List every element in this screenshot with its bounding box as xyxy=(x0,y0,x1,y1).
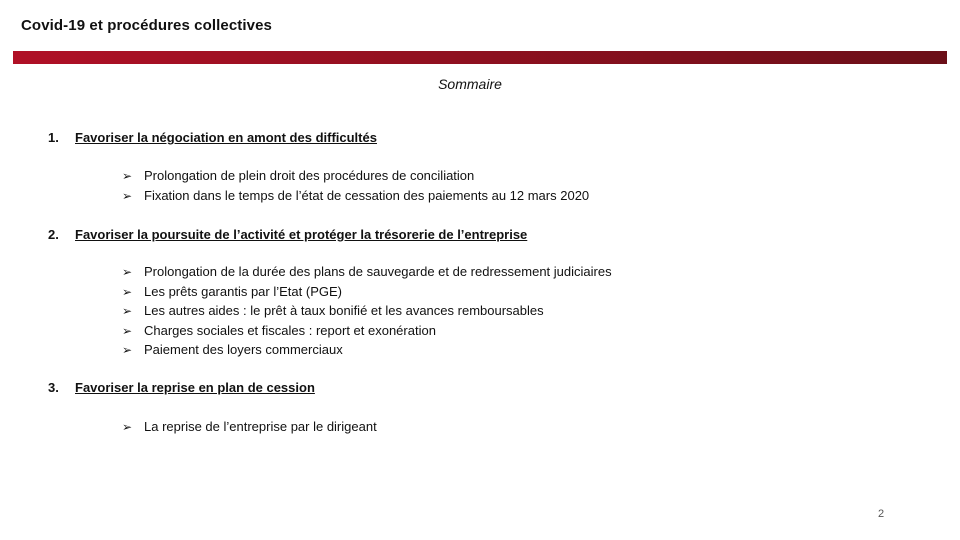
list-item-text: Les autres aides : le prêt à taux bonifié et les avances remboursables xyxy=(144,303,544,318)
section-2-items xyxy=(122,262,612,360)
page-number: 2 xyxy=(878,508,885,520)
list-item-text: Charges sociales et fiscales : report et exonération xyxy=(144,322,436,338)
arrow-bullet-icon: ➢ xyxy=(122,343,133,357)
arrow-bullet-icon: ➢ xyxy=(122,323,133,338)
list-item xyxy=(122,186,589,206)
list-item-text: Prolongation de plein droit des procédures de conciliation xyxy=(144,168,475,183)
list-item-text: Paiement des loyers commerciaux xyxy=(144,342,343,357)
arrow-bullet-icon: ➢ xyxy=(122,265,133,279)
section-number: 3. xyxy=(48,380,59,395)
section-label: Favoriser la négociation en amont des difficultés xyxy=(75,130,377,145)
section-number: 1. xyxy=(48,130,59,145)
section-label: Favoriser la reprise en plan de cession xyxy=(75,380,315,395)
section-1-items xyxy=(122,166,589,205)
list-item-text: Les prêts garantis par l’Etat (PGE) xyxy=(144,283,342,299)
list-item xyxy=(122,301,612,321)
list-item xyxy=(122,417,377,437)
arrow-bullet-icon: ➢ xyxy=(122,304,133,318)
document-title: Covid-19 et procédures collectives xyxy=(21,17,272,34)
summary-heading: Sommaire xyxy=(438,76,502,92)
arrow-bullet-icon: ➢ xyxy=(122,284,133,299)
section-3-items xyxy=(122,417,377,437)
section-1-title xyxy=(48,130,377,145)
arrow-bullet-icon: ➢ xyxy=(122,169,133,183)
list-item-text: Fixation dans le temps de l’état de cessation des paiements au 12 mars 2020 xyxy=(144,187,590,203)
arrow-bullet-icon: ➢ xyxy=(122,188,133,203)
section-label: Favoriser la poursuite de l’activité et protéger la trésorerie de l’entreprise xyxy=(75,227,528,242)
list-item-text: La reprise de l’entreprise par le dirigeant xyxy=(144,419,377,434)
list-item xyxy=(122,340,612,360)
list-item xyxy=(122,282,612,302)
list-item xyxy=(122,262,612,282)
list-item xyxy=(122,166,589,186)
list-item xyxy=(122,321,612,341)
section-3-title xyxy=(48,380,315,395)
header-band xyxy=(13,51,947,64)
section-number: 2. xyxy=(48,227,59,242)
list-item-text: Prolongation de la durée des plans de sauvegarde et de redressement judiciaires xyxy=(144,264,612,279)
arrow-bullet-icon: ➢ xyxy=(122,420,133,434)
section-2-title xyxy=(48,227,527,242)
